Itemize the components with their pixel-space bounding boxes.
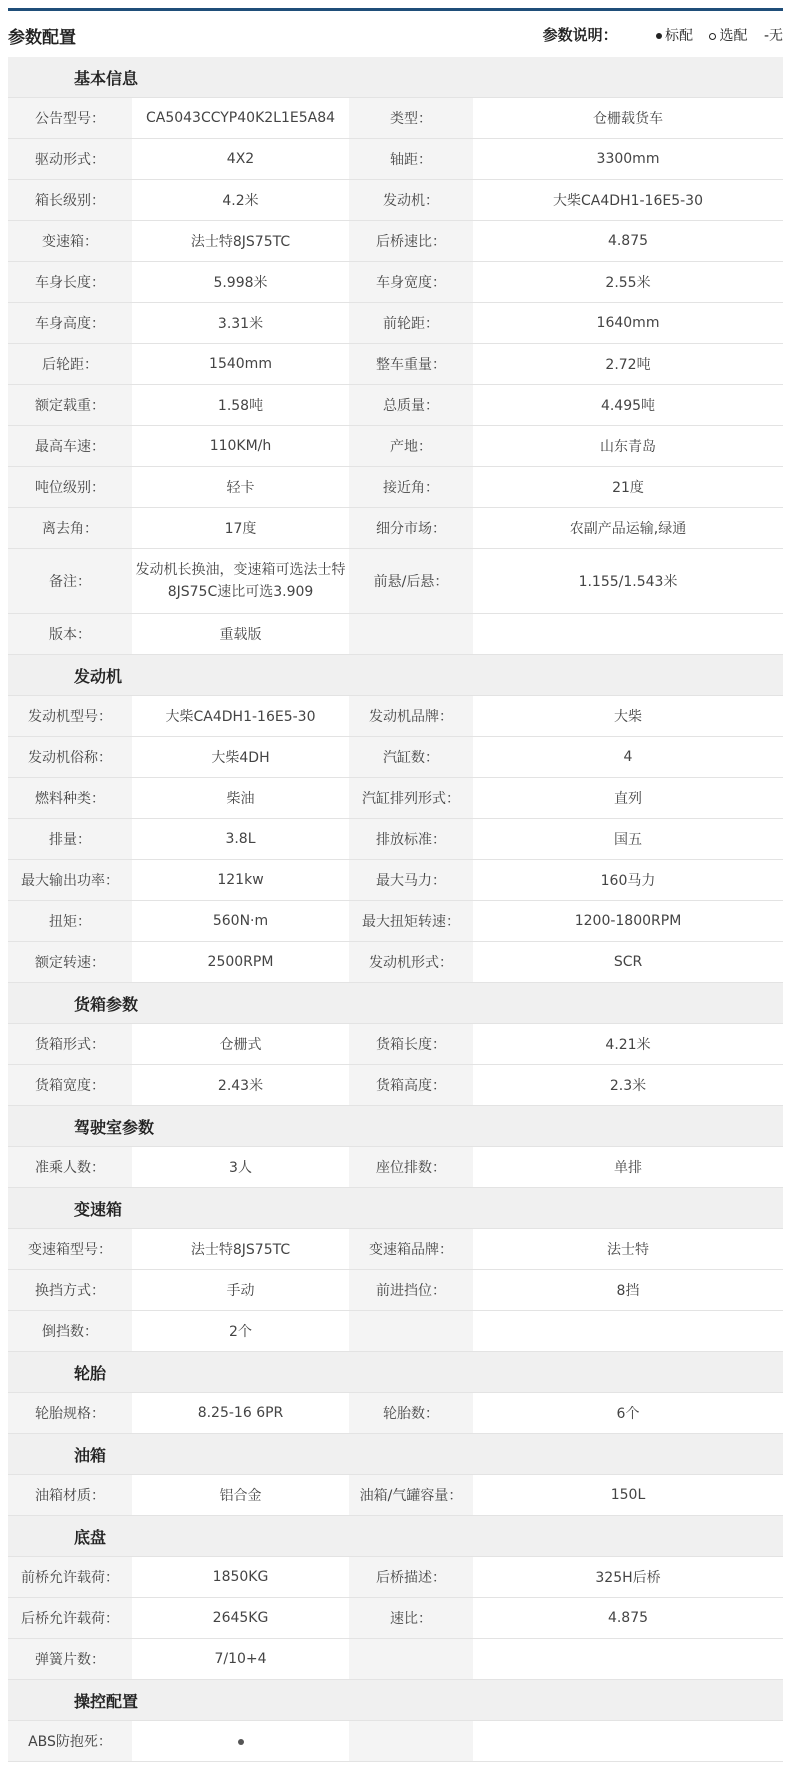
param-value: 2.43米 xyxy=(132,1065,349,1106)
section-title: 货箱参数 xyxy=(8,983,783,1024)
param-value: 4.21米 xyxy=(473,1024,783,1065)
param-value: 7/10+4 xyxy=(132,1639,349,1680)
param-label: 版本： xyxy=(8,614,132,655)
param-value xyxy=(473,1721,783,1762)
section-title: 基本信息 xyxy=(8,57,783,98)
param-label xyxy=(349,1721,473,1762)
section-title: 操控配置 xyxy=(8,1680,783,1721)
param-value: 4.875 xyxy=(473,1598,783,1639)
param-value: 1640mm xyxy=(473,303,783,344)
param-value: 8挡 xyxy=(473,1270,783,1311)
param-value: 1.155/1.543米 xyxy=(473,549,783,614)
param-value xyxy=(132,1721,349,1762)
param-value: 160马力 xyxy=(473,860,783,901)
param-label: 后桥描述： xyxy=(349,1557,473,1598)
legend-optional-text: 选配 xyxy=(719,28,748,44)
table-row xyxy=(8,139,783,180)
table-row xyxy=(8,344,783,385)
param-label: 后桥速比： xyxy=(349,221,473,262)
param-value: 17度 xyxy=(132,508,349,549)
param-value: 大柴 xyxy=(473,696,783,737)
param-value: 大柴4DH xyxy=(132,737,349,778)
param-label: 准乘人数： xyxy=(8,1147,132,1188)
param-value: 大柴CA4DH1-16E5-30 xyxy=(132,696,349,737)
param-label: 货箱形式： xyxy=(8,1024,132,1065)
param-label: 备注： xyxy=(8,549,132,614)
param-label: 总质量： xyxy=(349,385,473,426)
param-label: 变速箱品牌： xyxy=(349,1229,473,1270)
filled-dot-icon xyxy=(656,33,662,39)
param-value: 3.8L xyxy=(132,819,349,860)
section-header-control xyxy=(8,1680,783,1721)
param-value: 4.495吨 xyxy=(473,385,783,426)
spec-table-body xyxy=(8,57,783,1762)
table-row xyxy=(8,1229,783,1270)
param-label: 接近角： xyxy=(349,467,473,508)
param-label: 轮胎规格： xyxy=(8,1393,132,1434)
param-value: 2645KG xyxy=(132,1598,349,1639)
spec-table xyxy=(8,57,783,1762)
table-row xyxy=(8,1393,783,1434)
table-row xyxy=(8,508,783,549)
param-value: CA5043CCYP40K2L1E5A84 xyxy=(132,98,349,139)
param-label: 排放标准： xyxy=(349,819,473,860)
param-label: 车身宽度： xyxy=(349,262,473,303)
section-header-tank xyxy=(8,1434,783,1475)
section-title: 变速箱 xyxy=(8,1188,783,1229)
param-label: 额定载重： xyxy=(8,385,132,426)
param-label: 吨位级别： xyxy=(8,467,132,508)
legend-label: 参数说明： xyxy=(542,26,618,44)
param-label: 最大扭矩转速： xyxy=(349,901,473,942)
table-row xyxy=(8,180,783,221)
param-value: 8.25-16 6PR xyxy=(132,1393,349,1434)
param-label: 燃料种类： xyxy=(8,778,132,819)
param-label: 发动机型号： xyxy=(8,696,132,737)
param-label: 倒挡数： xyxy=(8,1311,132,1352)
table-row xyxy=(8,901,783,942)
param-label: 前桥允许载荷： xyxy=(8,1557,132,1598)
table-row xyxy=(8,1311,783,1352)
section-title: 驾驶室参数 xyxy=(8,1106,783,1147)
section-header-gearbox xyxy=(8,1188,783,1229)
legend-standard-text: 标配 xyxy=(665,28,694,44)
param-value: 法士特8JS75TC xyxy=(132,1229,349,1270)
param-label: 速比： xyxy=(349,1598,473,1639)
table-row xyxy=(8,1598,783,1639)
param-value: 单排 xyxy=(473,1147,783,1188)
section-header-tire xyxy=(8,1352,783,1393)
param-value: 3300mm xyxy=(473,139,783,180)
param-label: 油箱/气罐容量： xyxy=(349,1475,473,1516)
param-value: 4.2米 xyxy=(132,180,349,221)
param-value: 4 xyxy=(473,737,783,778)
param-value: 560N·m xyxy=(132,901,349,942)
param-value: 山东青岛 xyxy=(473,426,783,467)
table-row xyxy=(8,1147,783,1188)
param-label: 箱长级别： xyxy=(8,180,132,221)
section-header-engine xyxy=(8,655,783,696)
legend-none: -无 xyxy=(763,28,783,44)
standard-dot-icon xyxy=(238,1739,244,1745)
section-header-chassis xyxy=(8,1516,783,1557)
param-label: 排量： xyxy=(8,819,132,860)
table-row xyxy=(8,467,783,508)
param-value: SCR xyxy=(473,942,783,983)
param-value: 柴油 xyxy=(132,778,349,819)
param-label: 最大输出功率： xyxy=(8,860,132,901)
param-label: 额定转速： xyxy=(8,942,132,983)
param-label: 货箱高度： xyxy=(349,1065,473,1106)
param-label: 发动机形式： xyxy=(349,942,473,983)
param-value: 3.31米 xyxy=(132,303,349,344)
param-value: 1850KG xyxy=(132,1557,349,1598)
param-value: 1200-1800RPM xyxy=(473,901,783,942)
param-value: 121kw xyxy=(132,860,349,901)
param-value xyxy=(473,614,783,655)
param-label: 发动机： xyxy=(349,180,473,221)
param-label: 座位排数： xyxy=(349,1147,473,1188)
table-row xyxy=(8,942,783,983)
param-value: 2500RPM xyxy=(132,942,349,983)
section-title: 发动机 xyxy=(8,655,783,696)
param-label: ABS防抱死： xyxy=(8,1721,132,1762)
param-label: 货箱长度： xyxy=(349,1024,473,1065)
table-row xyxy=(8,1557,783,1598)
table-row xyxy=(8,1270,783,1311)
param-value: 2.3米 xyxy=(473,1065,783,1106)
param-label: 汽缸数： xyxy=(349,737,473,778)
section-title: 轮胎 xyxy=(8,1352,783,1393)
table-row xyxy=(8,98,783,139)
param-value xyxy=(473,1311,783,1352)
param-label: 车身高度： xyxy=(8,303,132,344)
table-row xyxy=(8,696,783,737)
param-value xyxy=(132,549,349,614)
spec-header xyxy=(8,11,783,57)
param-value: 4X2 xyxy=(132,139,349,180)
param-value: 仓栅载货车 xyxy=(473,98,783,139)
param-value: 6个 xyxy=(473,1393,783,1434)
param-label xyxy=(349,1639,473,1680)
table-row xyxy=(8,1475,783,1516)
param-label: 变速箱： xyxy=(8,221,132,262)
param-value: 1540mm xyxy=(132,344,349,385)
table-row xyxy=(8,614,783,655)
param-label: 公告型号： xyxy=(8,98,132,139)
param-value: 150L xyxy=(473,1475,783,1516)
table-row xyxy=(8,737,783,778)
table-row xyxy=(8,549,783,614)
table-row xyxy=(8,262,783,303)
note-value: 发动机长换油，变速箱可选法士特8JS75C速比可选3.909 xyxy=(135,562,346,600)
param-value: 5.998米 xyxy=(132,262,349,303)
table-row xyxy=(8,778,783,819)
param-value: 110KM/h xyxy=(132,426,349,467)
param-label: 车身长度： xyxy=(8,262,132,303)
param-label: 后桥允许载荷： xyxy=(8,1598,132,1639)
hollow-dot-icon xyxy=(709,33,716,40)
param-label: 货箱宽度： xyxy=(8,1065,132,1106)
param-label: 前进挡位： xyxy=(349,1270,473,1311)
param-label: 发动机品牌： xyxy=(349,696,473,737)
param-label: 变速箱型号： xyxy=(8,1229,132,1270)
param-label: 离去角： xyxy=(8,508,132,549)
param-value: 2.72吨 xyxy=(473,344,783,385)
param-label: 前轮距： xyxy=(349,303,473,344)
param-label: 后轮距： xyxy=(8,344,132,385)
param-value: 农副产品运输,绿通 xyxy=(473,508,783,549)
table-row xyxy=(8,1024,783,1065)
param-label: 最高车速： xyxy=(8,426,132,467)
param-value: 仓栅式 xyxy=(132,1024,349,1065)
section-title: 油箱 xyxy=(8,1434,783,1475)
table-row xyxy=(8,385,783,426)
param-value xyxy=(473,1639,783,1680)
param-label: 最大马力： xyxy=(349,860,473,901)
param-value: 1.58吨 xyxy=(132,385,349,426)
section-header-basic xyxy=(8,57,783,98)
param-value: 大柴CA4DH1-16E5-30 xyxy=(473,180,783,221)
table-row xyxy=(8,221,783,262)
table-row xyxy=(8,819,783,860)
param-label: 整车重量： xyxy=(349,344,473,385)
param-label: 汽缸排列形式： xyxy=(349,778,473,819)
param-value: 国五 xyxy=(473,819,783,860)
param-value: 法士特 xyxy=(473,1229,783,1270)
section-header-cargo xyxy=(8,983,783,1024)
param-label: 类型： xyxy=(349,98,473,139)
param-value: 铝合金 xyxy=(132,1475,349,1516)
param-label: 换挡方式： xyxy=(8,1270,132,1311)
param-label: 前悬/后悬： xyxy=(349,549,473,614)
table-row xyxy=(8,426,783,467)
param-value: 3人 xyxy=(132,1147,349,1188)
param-value: 2.55米 xyxy=(473,262,783,303)
table-row xyxy=(8,303,783,344)
param-value: 轻卡 xyxy=(132,467,349,508)
param-label: 轮胎数： xyxy=(349,1393,473,1434)
param-label: 驱动形式： xyxy=(8,139,132,180)
param-label: 细分市场： xyxy=(349,508,473,549)
param-value: 21度 xyxy=(473,467,783,508)
param-value: 手动 xyxy=(132,1270,349,1311)
param-label: 轴距： xyxy=(349,139,473,180)
param-label: 发动机俗称： xyxy=(8,737,132,778)
param-value: 重载版 xyxy=(132,614,349,655)
param-label: 扭矩： xyxy=(8,901,132,942)
section-title: 底盘 xyxy=(8,1516,783,1557)
param-value: 直列 xyxy=(473,778,783,819)
param-value: 法士特8JS75TC xyxy=(132,221,349,262)
table-row xyxy=(8,1721,783,1762)
table-row xyxy=(8,1065,783,1106)
param-label xyxy=(349,1311,473,1352)
param-label: 产地： xyxy=(349,426,473,467)
param-value: 4.875 xyxy=(473,221,783,262)
table-row xyxy=(8,1639,783,1680)
param-label: 弹簧片数： xyxy=(8,1639,132,1680)
param-label: 油箱材质： xyxy=(8,1475,132,1516)
page-title: 参数配置 xyxy=(8,28,76,48)
param-value: 2个 xyxy=(132,1311,349,1352)
legend-optional xyxy=(709,28,747,44)
legend-standard xyxy=(656,28,693,44)
param-value: 325H后桥 xyxy=(473,1557,783,1598)
section-header-cab xyxy=(8,1106,783,1147)
param-label xyxy=(349,614,473,655)
legend xyxy=(543,24,783,45)
table-row xyxy=(8,860,783,901)
